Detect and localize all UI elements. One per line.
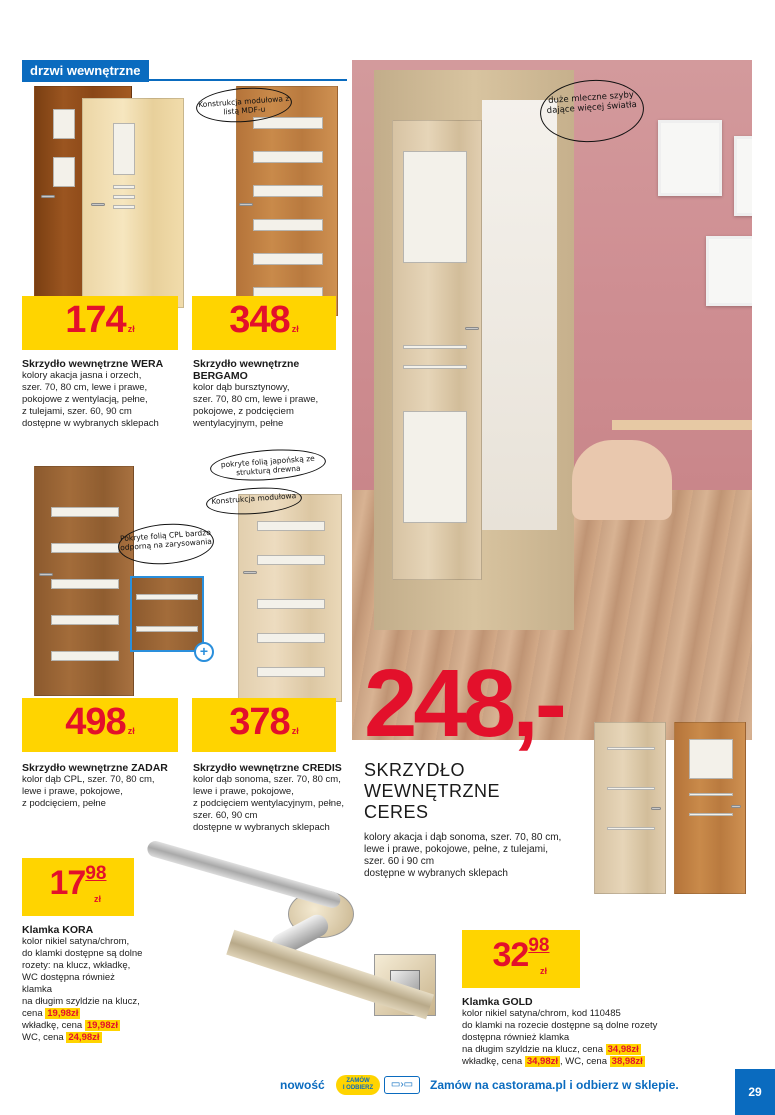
note-bergamo: Konstrukcja modułowa z listą MDF-u	[195, 85, 293, 126]
product-desc-ceres: kolory akacja i dąb sonoma, szer. 70, 80 cm, lewe i prawe, pokojowe, pełne, z tulejami, szer. 60 i 90 cm dostępne w wybranych sklepach	[364, 832, 562, 879]
product-desc-credis: kolor dąb sonoma, szer. 70, 80 cm, lewe i prawe, pokojowe, z podcięciem wentylacyjnym, pełne, szer. 60, 90 cm dostępne w wybranych sklepach	[193, 774, 345, 833]
product-name-zadar: Skrzydło wewnętrzne ZADAR	[22, 762, 168, 774]
price-credis: 378 zł	[192, 698, 336, 752]
door-ceres-open	[392, 120, 482, 580]
click-collect-icon: ▭›▭	[384, 1076, 420, 1094]
gold-handle-image	[230, 950, 460, 1070]
section-divider	[22, 79, 347, 81]
zoom-icon[interactable]: +	[194, 642, 214, 662]
product-desc-kora: kolor nikiel satyna/chrom, do klamki dostępne są dolne rozety: na klucz, wkładkę, WC dostępna również klamka na długim szyldzie na klucz, cena 19,98zł wkładkę, cena 19,98zł WC, cena 24,98zł	[22, 936, 143, 1043]
note-credis-foil: pokryte folią japońską ze strukturą drewna	[209, 446, 327, 484]
note-zadar: Pokryte folią CPL bardzo odporną na zarysowania	[117, 521, 216, 568]
product-desc-gold: kolor nikiel satyna/chrom, kod 110485 do klamki na rozecie dostępne są dolne rozety dostępna również klamka na długim szyldzie na klucz, cena 34,98zł wkładkę, cena 34,98zł , WC, cena 38,98zł	[462, 1008, 658, 1067]
ceres-title: SKRZYDŁO WEWNĘTRZNE CERES	[364, 760, 500, 822]
door-credis	[238, 494, 342, 702]
footer-new-label: nowość	[280, 1078, 325, 1092]
page-number: 29	[735, 1069, 775, 1115]
zadar-detail-zoom	[130, 576, 204, 652]
product-name-gold: Klamka GOLD	[462, 996, 533, 1008]
note-ceres: duże mleczne szyby dające więcej światła	[538, 76, 646, 145]
room-photo	[352, 60, 752, 740]
door-ceres-acacia	[674, 722, 746, 894]
product-desc-bergamo: kolor dąb bursztynowy, szer. 70, 80 cm, lewe i prawe, pokojowe, z podcięciem wentylacyjnym, pełne	[193, 382, 319, 429]
price-gold: 32 98 zł	[462, 930, 580, 988]
product-name-bergamo: Skrzydło wewnętrzne BERGAMO	[193, 358, 300, 382]
price-wera: 174 zł	[22, 296, 178, 350]
price-bergamo: 348 zł	[192, 296, 336, 350]
product-desc-zadar: kolor dąb CPL, szer. 70, 80 cm, lewe i prawe, pokojowe, z podcięciem, pełne	[22, 774, 155, 809]
note-credis-modular: Konstrukcja modułowa	[205, 485, 303, 518]
product-name-credis: Skrzydło wewnętrzne CREDIS	[193, 762, 342, 774]
zamow-badge: ZAMÓW I ODBIERZ	[336, 1075, 380, 1095]
product-name-kora: Klamka KORA	[22, 924, 94, 936]
door-zadar	[34, 466, 134, 696]
section-title: drzwi wewnętrzne	[22, 60, 149, 82]
footer-order-text[interactable]: Zamów na castorama.pl i odbierz w sklepie.	[430, 1078, 679, 1092]
door-ceres-sonoma	[594, 722, 666, 894]
price-kora: 17 98 zł	[22, 858, 134, 916]
door-wera-acacia	[82, 98, 184, 308]
price-zadar: 498 zł	[22, 698, 178, 752]
price-ceres: 248,-	[364, 650, 563, 757]
product-name-wera: Skrzydło wewnętrzne WERA	[22, 358, 164, 370]
product-desc-wera: kolory akacja jasna i orzech, szer. 70, 80 cm, lewe i prawe, pokojowe z wentylacją, pełne, z tulejami, szer. 60, 90 cm dostępne w wybranych sklepach	[22, 370, 159, 429]
